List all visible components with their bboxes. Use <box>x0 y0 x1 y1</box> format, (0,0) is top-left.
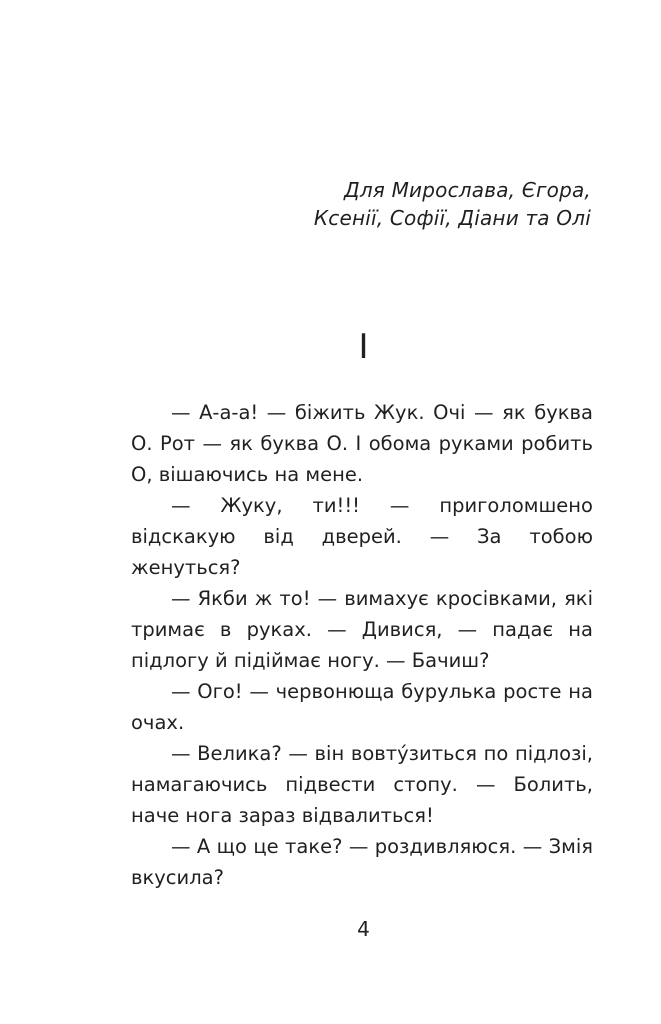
body-text <box>131 397 593 893</box>
dedication <box>300 176 591 232</box>
dedication-line-1: Для Мирослава, Єгора, <box>344 178 591 202</box>
paragraph: — Якби ж то! — вимахує кросівками, які тримає в руках. — Дивися, — падає на підлогу й підіймає ногу. — Бачиш? <box>131 587 593 672</box>
dedication-line-2: Ксенії, Софії, Діани та Олі <box>313 206 591 230</box>
paragraph: — Жуку, ти!!! — приголомшено відскакую від дверей. — За тобою женуться? <box>131 494 593 579</box>
paragraph: — Ого! — червонюща бурулька росте на очах. <box>131 680 593 734</box>
page-number: 4 <box>357 917 370 941</box>
paragraph: — Велика? — він вовту́зиться по підлозі, намагаючись підвести стопу. — Болить, наче нога зараз відвалиться! <box>131 742 593 827</box>
chapter-title: I <box>358 327 369 367</box>
paragraph: — А-а-а! — біжить Жук. Очі — як буква О. Рот — як буква О. І обома руками робить О, вішаючись на мене. <box>131 401 593 486</box>
paragraph: — А що це таке? — роздивляюся. — Змія вкусила? <box>131 835 593 889</box>
